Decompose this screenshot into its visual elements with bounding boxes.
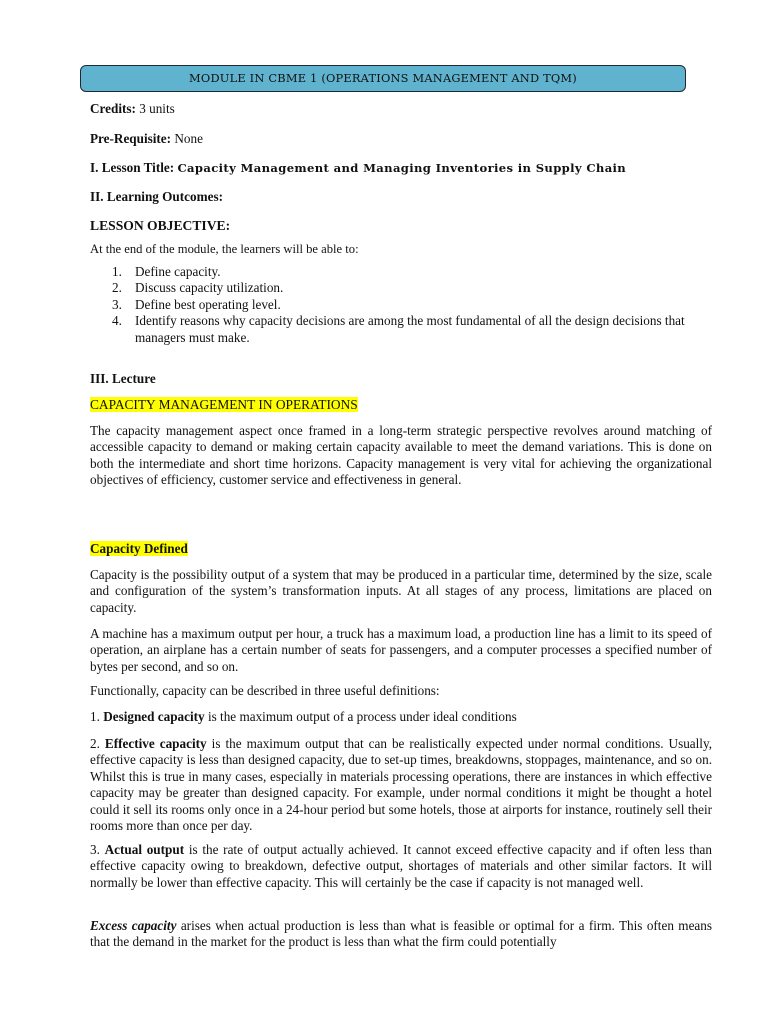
lesson-title-line — [90, 160, 712, 176]
lesson-objective-heading: LESSON OBJECTIVE: — [90, 218, 231, 233]
capacity-defined-heading: Capacity Defined — [90, 541, 188, 556]
prereq-label: Pre-Requisite: — [90, 131, 172, 146]
capacity-paragraph: Capacity is the possibility output of a system that may be produced in a particular time, determined by the size, scale and configuration of the system’s transformation inputs. At all stages of any process, limitations are placed on capacity. — [90, 567, 712, 615]
section-title: CAPACITY MANAGEMENT IN OPERATIONS — [90, 397, 358, 412]
credits-line — [90, 101, 712, 117]
intro-paragraph: The capacity management aspect once framed in a long-term strategic perspective revolves around matching of accessible capacity to demand or making certain capacity available to meet the demand variations. This is done on both the intermediate and short time horizons. Capacity management is very vital for achieving the organizational objectives of efficiency, customer service and effectiveness in general. — [90, 423, 712, 488]
lesson-title-label: I. Lesson Title: — [90, 160, 175, 175]
objective-intro: At the end of the module, the learners will be able to: — [90, 242, 359, 256]
list-item: 3. Define best operating level. — [112, 296, 281, 312]
list-item: 2. Discuss capacity utilization. — [112, 280, 284, 296]
learning-outcomes-heading: II. Learning Outcomes: — [90, 189, 223, 204]
lecture-heading: III. Lecture — [90, 371, 156, 386]
module-header-banner — [80, 65, 686, 92]
list-item: 4. Identify reasons why capacity decisions are among the most fundamental of all the design decisions that managers must make. — [112, 313, 685, 345]
lesson-title-value: Capacity Management and Managing Inventories in Supply Chain — [177, 161, 627, 175]
machine-paragraph: A machine has a maximum output per hour, a truck has a maximum load, a production line has a limit to its speed of operation, an airplane has a certain number of seats for passengers, and a computer processes a specified number of bytes per second, and so on. — [90, 626, 712, 674]
definition-designed-capacity: 1. Designed capacity is the maximum output of a process under ideal conditions — [90, 709, 517, 724]
objectives-list — [90, 264, 690, 346]
prereq-value: None — [174, 131, 203, 146]
functionally-paragraph: Functionally, capacity can be described in three useful definitions: — [90, 683, 440, 698]
prerequisite-line — [90, 131, 712, 147]
credits-value: 3 units — [139, 101, 175, 116]
definition-actual-output: 3. Actual output is the rate of output actually achieved. It cannot exceed effective capacity and if often less than effective capacity owing to breakdown, defective output, shortages of materials and other similar factors. It will normally be lower than effective capacity. This will certainly be the case if capacity is not managed well. — [90, 842, 712, 890]
module-title: MODULE IN CBME 1 (OPERATIONS MANAGEMENT AND TQM) — [189, 71, 577, 86]
excess-capacity-paragraph: Excess capacity arises when actual production is less than what is feasible or optimal for a firm. This often means that the demand in the market for the product is less than what the firm could potentially — [90, 918, 712, 950]
definition-effective-capacity: 2. Effective capacity is the maximum output that can be realistically expected under normal conditions. Usually, effective capacity is less than designed capacity, due to set-up times, breakdowns, stoppages, maintenance, and so on. Whilst this is true in many cases, especially in materials processing operations, there are instances in which effective capacity may be greater than designed capacity. For example, under normal conditions it might be thought a hotel could it sell its rooms only once in a 24-hour period but some hotels, those at airports for instance, routinely sell their rooms more than once per day. — [90, 736, 713, 834]
credits-label: Credits: — [90, 101, 136, 116]
list-item: 1. Define capacity. — [112, 264, 221, 279]
